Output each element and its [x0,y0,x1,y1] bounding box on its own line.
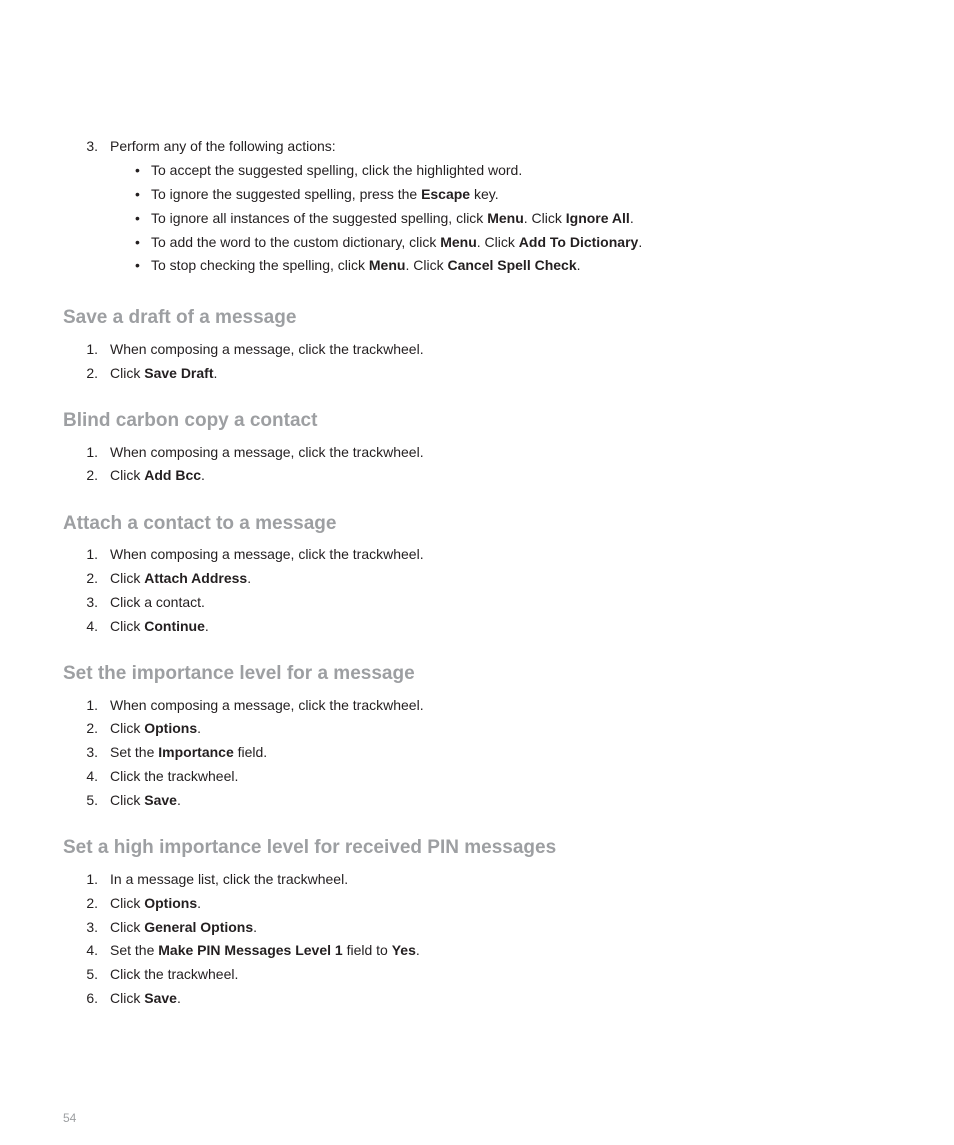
step-number: 1. [86,341,98,357]
step-number: 1. [86,697,98,713]
step-text: Click Save. [110,990,181,1006]
step-text: Click a contact. [110,594,205,610]
step-text: Click Options. [110,895,202,911]
section-heading: Set the importance level for a message [63,663,415,684]
step-number: 2. [86,365,98,381]
page-number: 54 [63,1111,77,1125]
bullet-text: To accept the suggested spelling, click the highlighted word. [151,162,523,178]
step-text: When composing a message, click the trackwheel. [110,341,424,357]
step-text: Set the Make PIN Messages Level 1 field to Yes. [110,942,420,958]
step-text: Click the trackwheel. [110,966,239,982]
step-number: 4. [86,942,98,958]
step-text: When composing a message, click the trackwheel. [110,546,424,562]
step-text: Click the trackwheel. [110,768,239,784]
step-text: Click Options. [110,720,202,736]
section-heading: Save a draft of a message [63,307,297,328]
step-text: When composing a message, click the trackwheel. [110,697,424,713]
step-number: 2. [86,895,98,911]
step-text: When composing a message, click the trackwheel. [110,444,424,460]
step-number: 2. [86,720,98,736]
bullet-text: To ignore the suggested spelling, press the Escape key. [151,186,499,202]
step-number: 3. [86,138,98,154]
step-number: 1. [86,871,98,887]
step-number: 5. [86,792,98,808]
bullet-text: To stop checking the spelling, click Menu. Click Cancel Spell Check. [151,257,581,273]
step-text: Click Add Bcc. [110,467,205,483]
bullet-icon: • [135,257,140,273]
bullet-text: To ignore all instances of the suggested spelling, click Menu. Click Ignore All. [151,210,634,226]
bullet-icon: • [135,210,140,226]
step-number: 2. [86,467,98,483]
step-text: Click General Options. [110,919,258,935]
bullet-icon: • [135,234,140,250]
step-number: 1. [86,444,98,460]
section-heading: Blind carbon copy a contact [63,410,318,431]
step-number: 3. [86,744,98,760]
step-text: Perform any of the following actions: [110,138,336,154]
bullet-icon: • [135,162,140,178]
bullet-text: To add the word to the custom dictionary, click Menu. Click Add To Dictionary. [151,234,643,250]
step-number: 3. [86,594,98,610]
step-text: Click Save Draft. [110,365,218,381]
step-text: In a message list, click the trackwheel. [110,871,349,887]
section-heading: Attach a contact to a message [63,513,337,534]
step-text: Set the Importance field. [110,744,268,760]
step-number: 4. [86,768,98,784]
bullet-icon: • [135,186,140,202]
section-heading: Set a high importance level for received PIN messages [63,837,557,858]
step-text: Click Attach Address. [110,570,252,586]
step-text: Click Continue. [110,618,209,634]
step-number: 5. [86,966,98,982]
step-number: 2. [86,570,98,586]
step-number: 1. [86,546,98,562]
step-number: 6. [86,990,98,1006]
step-number: 4. [86,618,98,634]
step-number: 3. [86,919,98,935]
step-text: Click Save. [110,792,181,808]
